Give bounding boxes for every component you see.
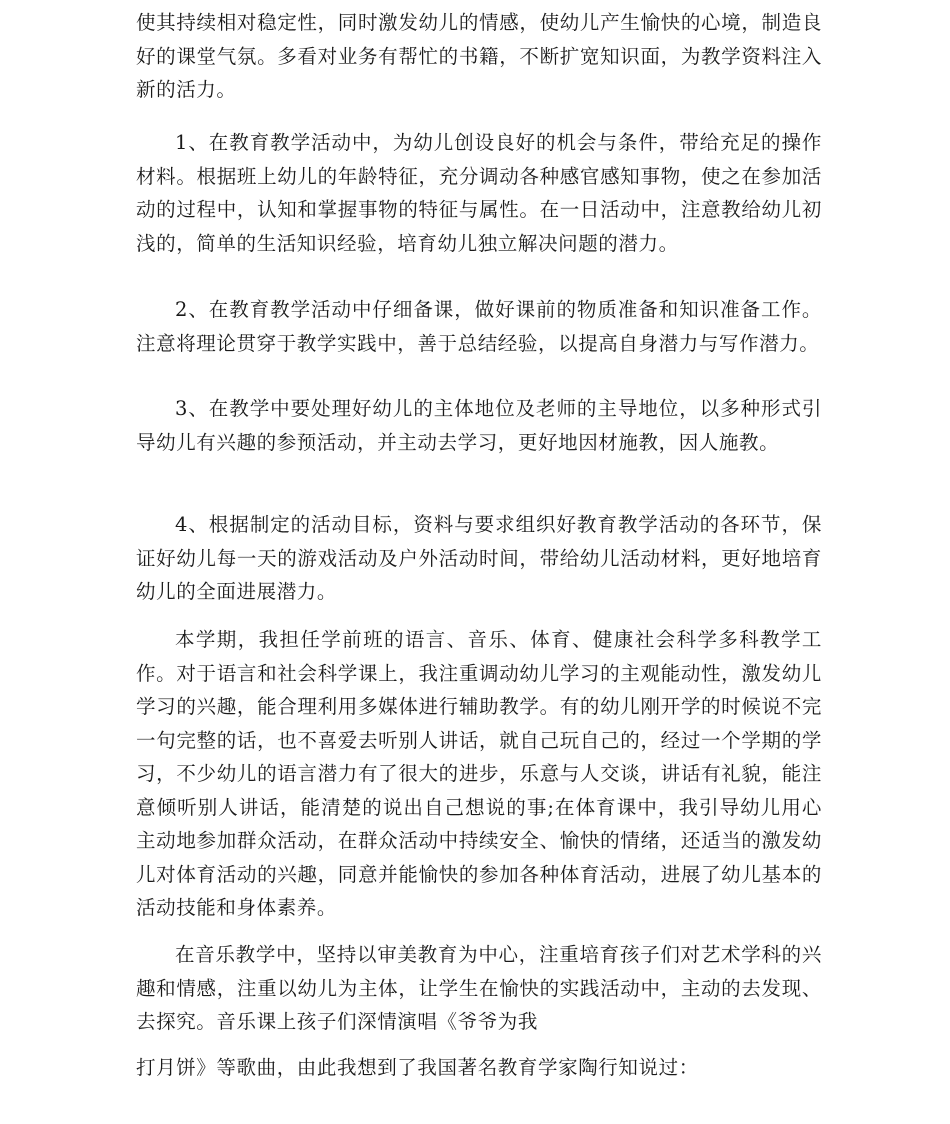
paragraph-continuation: 使其持续相对稳定性，同时激发幼儿的情感，使幼儿产生愉快的心境，制造良好的课堂气氛。多看对业务有帮忙的书籍，不断扩宽知识面，为教学资料注入新的活力。	[136, 11, 822, 101]
paragraph-semester-summary: 本学期，我担任学前班的语言、音乐、体育、健康社会科学多科教学工作。对于语言和社会科学课上，我注重调动幼儿学习的主观能动性，激发幼儿学习的兴趣，能合理利用多媒体进行辅助教学。有的幼儿刚开学的时候说不完一句完整的话，也不喜爱去听别人讲话，就自己玩自己的，经过一个学期的学习，不少幼儿的语言潜力有了很大的进步，乐意与人交谈，讲话有礼貌，能注意倾听别人讲话，能清楚的说出自己想说的事;在体育课中，我引导幼儿用心主动地参加群众活动，在群众活动中持续安全、愉快的情绪，还适当的激发幼儿对体育活动的兴趣，同意并能愉快的参加各种体育活动，进展了幼儿基本的活动技能和身体素养。	[136, 628, 822, 919]
paragraph-item-1: 1、在教育教学活动中，为幼儿创设良好的机会与条件，带给充足的操作材料。根据班上幼儿的年龄特征，充分调动各种感官感知事物，使之在参加活动的过程中，认知和掌握事物的特征与属性。在一日活动中，注意教给幼儿初浅的，简单的生活知识经验，培育幼儿独立解决问题的潜力。	[136, 131, 822, 255]
paragraph-music-continuation: 打月饼》等歌曲，由此我想到了我国著名教育学家陶行知说过：	[136, 1056, 699, 1079]
paragraph-music-teaching: 在音乐教学中，坚持以审美教育为中心，注重培育孩子们对艺术学科的兴趣和情感，注重以幼儿为主体，让学生在愉快的实践活动中，主动的去发现、去探究。音乐课上孩子们深情演唱《爷爷为我	[136, 943, 822, 1033]
paragraph-item-3: 3、在教学中要处理好幼儿的主体地位及老师的主导地位，以多种形式引导幼儿有兴趣的参预活动，并主动去学习，更好地因材施教，因人施教。	[136, 397, 822, 454]
paragraph-item-4: 4、根据制定的活动目标，资料与要求组织好教育教学活动的各环节，保证好幼儿每一天的游戏活动及户外活动时间，带给幼儿活动材料，更好地培育幼儿的全面进展潜力。	[136, 513, 822, 603]
paragraph-item-2: 2、在教育教学活动中仔细备课，做好课前的物质准备和知识准备工作。注意将理论贯穿于教学实践中，善于总结经验，以提高自身潜力与写作潜力。	[136, 298, 822, 355]
